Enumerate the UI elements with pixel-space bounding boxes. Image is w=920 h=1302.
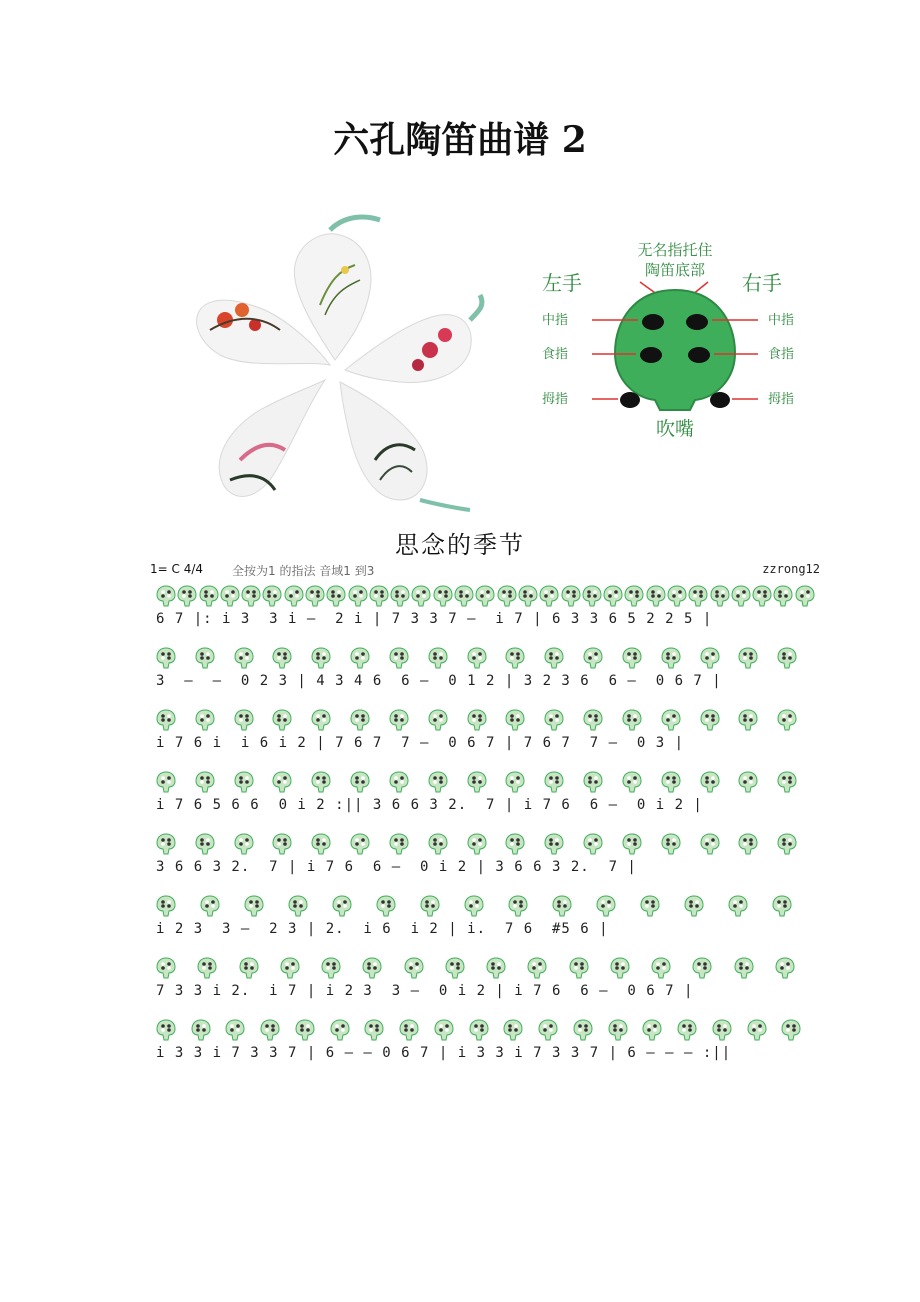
ocarina-fingering-icon	[467, 709, 487, 731]
ocarina-fingering-icon	[262, 585, 282, 607]
ocarina-fingering-icon	[350, 709, 370, 731]
ocarina-fingering-icon	[350, 647, 370, 669]
ocarina-fingering-icon	[234, 709, 254, 731]
notation-line: i 7 6 i i 6 i 2 | 7 6 7 7 – 0 6 7 | 7 6 7 7 – 0 3 |	[156, 735, 685, 751]
ocarina-fingering-icon	[280, 957, 300, 979]
ocarina-fingering-icon	[428, 709, 448, 731]
ocarina-fingering-icon	[622, 771, 642, 793]
mouthpiece-label: 吹嘴	[655, 418, 695, 440]
page-title: 六孔陶笛曲谱 2	[333, 119, 587, 161]
ocarina-fingering-icon	[369, 585, 389, 607]
ocarina-fingering-icon	[156, 647, 176, 669]
ocarina-fingering-icon	[738, 771, 758, 793]
ocarina-fingering-icon	[505, 833, 525, 855]
ocarina-fingering-icon	[469, 1019, 489, 1041]
ocarina-bottom-right	[340, 382, 470, 510]
hole-left-index-icon	[640, 347, 662, 363]
ocarina-fingering-icon	[195, 771, 215, 793]
ocarina-fingering-icon	[752, 585, 772, 607]
ocarina-fingering-icon	[561, 585, 581, 607]
ocarina-fingering-icon	[773, 585, 793, 607]
ocarina-fingering-icon	[428, 771, 448, 793]
ocarina-fingering-icon	[622, 709, 642, 731]
ocarina-fingering-icon	[738, 709, 758, 731]
ocarina-fingering-icon	[692, 957, 712, 979]
ocarina-fingering-icon	[156, 771, 176, 793]
ocarina-fingering-icon	[467, 833, 487, 855]
ocarina-fingering-icon	[795, 585, 815, 607]
ocarina-fingering-icon	[505, 771, 525, 793]
hole-right-index-icon	[688, 347, 710, 363]
ocarina-fingering-icon	[582, 585, 602, 607]
ocarina-fingering-icon	[311, 709, 331, 731]
ocarina-fingering-icon	[622, 833, 642, 855]
ocarina-fingering-icon	[220, 585, 240, 607]
notation-line: 3 6 6 3 2. 7 | i 7 6 6 – 0 i 2 | 3 6 6 3 2. 7 |	[156, 859, 637, 875]
ocarina-fingering-icon	[497, 585, 517, 607]
ocarina-fingering-icon	[781, 1019, 801, 1041]
right-hand-label: 右手	[742, 271, 782, 295]
ocarina-fingering-icon	[603, 585, 623, 607]
ocarina-fingering-icon	[284, 585, 304, 607]
ocarina-fingering-icon	[311, 647, 331, 669]
ocarina-fingering-icon	[583, 771, 603, 793]
score-line	[150, 957, 840, 1019]
ocarina-fingering-icon	[538, 1019, 558, 1041]
ocarina-fingering-icon	[775, 957, 795, 979]
ocarina-fingering-icon	[503, 1019, 523, 1041]
ocarina-fingering-icon	[738, 647, 758, 669]
ocarina-fingering-icon	[700, 709, 720, 731]
ocarina-fingering-icon	[389, 833, 409, 855]
ocarina-fingering-icon	[272, 709, 292, 731]
ocarina-fingering-icon	[544, 833, 564, 855]
ocarina-fingering-icon	[527, 957, 547, 979]
ocarina-fingering-icon	[475, 585, 495, 607]
ocarina-fingering-icon	[428, 647, 448, 669]
ocarina-fingering-icon	[712, 1019, 732, 1041]
ocarina-fingering-icon	[544, 771, 564, 793]
ocarina-fingering-icon	[684, 895, 704, 917]
score-lines	[150, 585, 840, 1081]
fingering-icons-row	[156, 647, 836, 671]
ocarina-fingering-icon	[434, 1019, 454, 1041]
fingering-icons-row	[156, 833, 836, 857]
ocarina-fingering-icon	[608, 1019, 628, 1041]
ocarina-fingering-icon	[661, 771, 681, 793]
ocarina-fingering-icon	[467, 771, 487, 793]
ocarina-fingering-icon	[411, 585, 431, 607]
ocarina-fingering-icon	[710, 585, 730, 607]
ocarina-fingering-icon	[661, 647, 681, 669]
ocarina-fingering-icon	[234, 833, 254, 855]
ocarina-fingering-icon	[583, 709, 603, 731]
ocarina-fingering-icon	[156, 1019, 176, 1041]
ocarina-fingering-icon	[505, 647, 525, 669]
score-line	[150, 647, 840, 709]
ocarina-fingering-icon	[272, 771, 292, 793]
score-line	[150, 895, 840, 957]
ocarina-fingering-icon	[195, 647, 215, 669]
ocarina-fingering-icon	[234, 771, 254, 793]
ocarina-fingering-icon	[486, 957, 506, 979]
ocarina-fingering-icon	[573, 1019, 593, 1041]
ocarina-body-icon	[615, 290, 735, 410]
ocarina-fingering-icon	[389, 709, 409, 731]
ocarina-fingering-icon	[518, 585, 538, 607]
ocarina-fingering-icon	[389, 647, 409, 669]
ocarina-fingering-icon	[191, 1019, 211, 1041]
fingering-icons-row	[156, 585, 836, 609]
ocarina-fingering-icon	[777, 709, 797, 731]
diagram-note-line2: 陶笛底部	[644, 261, 706, 279]
notation-line: i 3 3 i 7 3 3 7 | 6 – – 0 6 7 | i 3 3 i 7 3 3 7 | 6 – – – :||	[156, 1045, 732, 1061]
ocarina-fingering-icon	[772, 895, 792, 917]
ocarina-fingering-icon	[239, 957, 259, 979]
ocarina-fingering-icon	[200, 895, 220, 917]
ocarina-bottom-left	[219, 380, 325, 496]
score-line	[150, 1019, 840, 1081]
notation-line: 3 – – 0 2 3 | 4 3 4 6 6 – 0 1 2 | 3 2 3 6 6 – 0 6 7 |	[156, 673, 722, 689]
ocarina-fingering-icon	[445, 957, 465, 979]
diagram-note-line1: 无名指托住	[637, 241, 713, 259]
ocarina-fingering-icon	[195, 833, 215, 855]
ocarina-fingering-icon	[596, 895, 616, 917]
score-line	[150, 771, 840, 833]
ocarina-fingering-icon	[661, 833, 681, 855]
notation-line: i 7 6 5 6 6 0 i 2 :|| 3 6 6 3 2. 7 | i 7 6 6 – 0 i 2 |	[156, 797, 703, 813]
ocarina-fingering-icon	[544, 647, 564, 669]
ocarina-fingering-icon	[734, 957, 754, 979]
left-thumb-label: 拇指	[542, 392, 569, 407]
ocarina-fingering-icon	[399, 1019, 419, 1041]
ocarina-fingering-icon	[305, 585, 325, 607]
ocarina-fingering-icon	[464, 895, 484, 917]
ocarina-fingering-icon	[330, 1019, 350, 1041]
ocarina-fingering-icon	[738, 833, 758, 855]
ocarina-fingering-icon	[295, 1019, 315, 1041]
ocarina-fingering-icon	[646, 585, 666, 607]
fingering-note: 全按为1 的指法 音域1 到3	[232, 564, 375, 578]
right-middle-finger-label: 中指	[768, 313, 795, 328]
ocarina-fingering-icon	[640, 895, 660, 917]
ocarina-fingering-icon	[260, 1019, 280, 1041]
notation-line: 7 3 3 i 2. i 7 | i 2 3 3 – 0 i 2 | i 7 6 6 – 0 6 7 |	[156, 983, 694, 999]
ocarina-fingering-icon	[433, 585, 453, 607]
score-line	[150, 709, 840, 771]
fingering-icons-row	[156, 957, 836, 981]
ocarina-fingering-icon	[728, 895, 748, 917]
fingering-icons-row	[156, 895, 836, 919]
key-signature: 1= C 4/4	[150, 562, 204, 576]
ocarina-fingering-icon	[156, 895, 176, 917]
left-middle-finger-label: 中指	[542, 313, 569, 328]
ocarina-fingering-icon	[350, 771, 370, 793]
hole-right-thumb-icon	[710, 392, 730, 408]
ocarina-fingering-icon	[404, 957, 424, 979]
ocarina-fingering-icon	[454, 585, 474, 607]
ocarina-fingering-icon	[651, 957, 671, 979]
fingering-icons-row	[156, 709, 836, 733]
ocarina-fingering-icon	[321, 957, 341, 979]
hole-right-middle-icon	[686, 314, 708, 330]
notation-line: i 2 3 3 – 2 3 | 2. i 6 i 2 | i. 7 6 #5 6 |	[156, 921, 609, 937]
ocarina-fingering-icon	[376, 895, 396, 917]
ocarina-fingering-icon	[622, 647, 642, 669]
ocarina-fingering-icon	[311, 771, 331, 793]
ocarina-fingering-icon	[747, 1019, 767, 1041]
ocarina-fingering-icon	[156, 709, 176, 731]
ocarina-fingering-icon	[156, 957, 176, 979]
ocarina-fingering-icon	[234, 647, 254, 669]
ocarina-fingering-icon	[677, 1019, 697, 1041]
ocarina-fingering-icon	[350, 833, 370, 855]
ocarina-fingering-icon	[332, 895, 352, 917]
ocarina-fingering-icon	[156, 585, 176, 607]
ocarina-fingering-icon	[777, 647, 797, 669]
ocarina-fingering-icon	[348, 585, 368, 607]
ocarina-fingering-icon	[311, 833, 331, 855]
right-thumb-label: 拇指	[768, 392, 795, 407]
ocarina-fingering-icon	[420, 895, 440, 917]
ocarina-fingering-icon	[642, 1019, 662, 1041]
ocarina-fingering-icon	[326, 585, 346, 607]
hole-left-middle-icon	[642, 314, 664, 330]
score-meta	[150, 562, 820, 580]
ocarina-fingering-icon	[362, 957, 382, 979]
ocarina-fingering-icon	[288, 895, 308, 917]
ocarina-fingering-icon	[272, 833, 292, 855]
left-hand-label: 左手	[542, 271, 582, 295]
ocarina-fingering-icon	[583, 647, 603, 669]
ocarina-fingering-icon	[544, 709, 564, 731]
ocarina-fingering-icon	[569, 957, 589, 979]
ocarina-fingering-icon	[428, 833, 448, 855]
ocarina-fingering-icon	[177, 585, 197, 607]
ocarina-fingering-icon	[364, 1019, 384, 1041]
ocarina-fingering-icon	[244, 895, 264, 917]
ocarina-fingering-icon	[688, 585, 708, 607]
ocarina-fingering-icon	[272, 647, 292, 669]
score-line	[150, 833, 840, 895]
ocarina-fingering-icon	[505, 709, 525, 731]
ocarina-fingering-icon	[389, 771, 409, 793]
hole-left-thumb-icon	[620, 392, 640, 408]
ocarina-fingering-icon	[667, 585, 687, 607]
ocarina-top	[294, 217, 380, 360]
ocarina-fingering-icon	[539, 585, 559, 607]
fingering-diagram	[530, 235, 830, 445]
ocarina-fingering-icon	[583, 833, 603, 855]
ocarina-fingering-icon	[552, 895, 572, 917]
ocarina-fingering-icon	[225, 1019, 245, 1041]
fingering-icons-row	[156, 771, 836, 795]
ocarina-fingering-icon	[508, 895, 528, 917]
ocarina-fingering-icon	[199, 585, 219, 607]
ocarina-photo	[180, 210, 490, 515]
ocarina-fingering-icon	[661, 709, 681, 731]
score-title: 思念的季节	[395, 531, 525, 559]
score-line	[150, 585, 840, 647]
ocarina-fingering-icon	[241, 585, 261, 607]
ocarina-fingering-icon	[700, 833, 720, 855]
ocarina-fingering-icon	[777, 833, 797, 855]
ocarina-fingering-icon	[156, 833, 176, 855]
fingering-icons-row	[156, 1019, 836, 1043]
right-index-finger-label: 食指	[768, 347, 795, 362]
left-index-finger-label: 食指	[542, 347, 569, 362]
notation-line: 6 7 |: i 3 3 i – 2 i | 7 3 3 7 – i 7 | 6 3 3 6 5 2 2 5 |	[156, 611, 713, 627]
ocarina-fingering-icon	[731, 585, 751, 607]
score-author: zzrong12	[762, 562, 820, 576]
ocarina-fingering-icon	[195, 709, 215, 731]
ocarina-fingering-icon	[700, 647, 720, 669]
ocarina-fingering-icon	[467, 647, 487, 669]
ocarina-fingering-icon	[390, 585, 410, 607]
ocarina-fingering-icon	[777, 771, 797, 793]
ocarina-fingering-icon	[610, 957, 630, 979]
ocarina-fingering-icon	[197, 957, 217, 979]
ocarina-fingering-icon	[624, 585, 644, 607]
ocarina-fingering-icon	[700, 771, 720, 793]
